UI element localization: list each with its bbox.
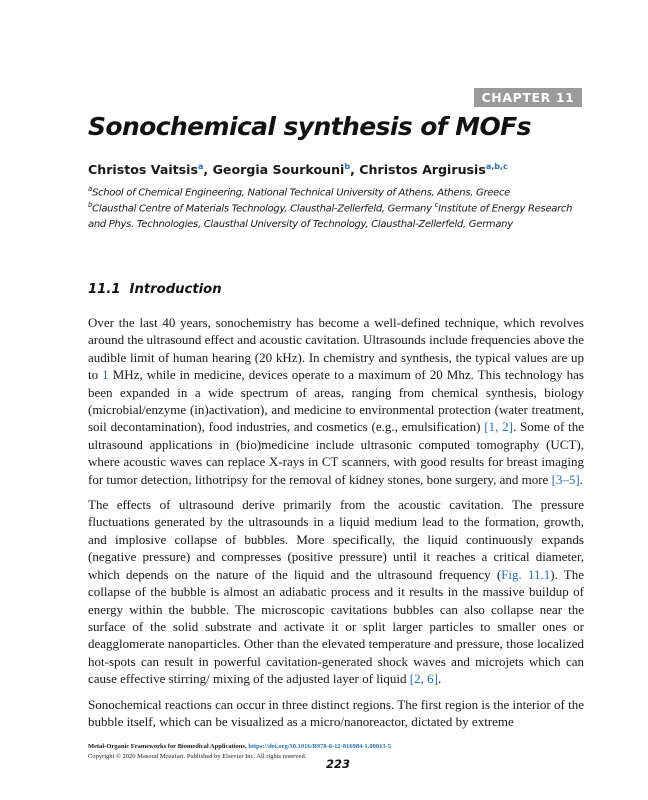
citation-link[interactable]: [1, 2] [484, 419, 513, 435]
paragraph-text: ). The collapse of the bubble is almost an adiabatic process and it results in the massive buildup of energy within the bubble. The microscopic cavitations bubbles can also collapse near the surface of the solid substrate and activate it or split larger particles to smaller ones or deagglomerate nanoparticles. Other than the elevated temperature and pressure, those localized hot-spots can result in powerful cavitation-generated shock waves and microjets which can cause effective stirring/ mixing of the adjusted layer of liquid [88, 566, 585, 687]
figure-link[interactable]: Fig. 11.1 [501, 566, 551, 582]
paragraph-text: Sonochemical reactions can occur in three distinct regions. The first region is the interior of the bubble itself, which can be visualized as a micro/nanoreactor, dictated by extreme [88, 696, 584, 729]
citation-link[interactable]: [2, 6] [409, 671, 438, 687]
paragraph-text: . [437, 671, 442, 687]
page-footer [88, 742, 508, 762]
section-title: Introduction [129, 282, 222, 297]
paragraph-1 [88, 314, 584, 488]
section-number: 11.1 [88, 282, 121, 297]
affiliation-text: School of Chemical Engineering, National Technical University of Athens, Athens, Greece [92, 187, 511, 199]
footer-copyright: Copyright © 2020 Masoud Mozafari. Published by Elsevier Inc. All rights reserved. [88, 753, 307, 760]
chapter-title: Sonochemical synthesis of MOFs [88, 112, 531, 141]
page-number: 223 [326, 757, 351, 771]
paragraph-3 [88, 696, 584, 731]
author-affiliation-mark[interactable]: a [198, 162, 204, 171]
chapter-label: CHAPTER 11 [474, 88, 582, 107]
affiliation-text: Institute of Energy Research and Phys. Technologies, Clausthal University of Technology, Clausthal-Zellerfeld, Germany [88, 203, 573, 231]
author-affiliation-mark[interactable]: b [344, 162, 351, 171]
author-name: Georgia Sourkouni [212, 162, 345, 178]
section-heading [88, 282, 588, 297]
author-list [88, 162, 588, 177]
author-separator: , [350, 162, 360, 178]
affiliation-mark: a [88, 185, 92, 193]
paragraph-2 [88, 496, 584, 687]
affiliation-mark: b [88, 201, 93, 209]
author-name: Christos Argirusis [359, 162, 486, 178]
author-name: Christos Vaitsis [88, 162, 198, 178]
author-affiliation-mark[interactable]: a,b,c [485, 162, 508, 171]
body-text [88, 314, 584, 738]
footer-doi-link[interactable]: https://doi.org/10.1016/B978-0-12-816984-1.00013-5 [248, 743, 392, 750]
paragraph-text: . Some of the ultrasound applications in (bio)medicine include ultrasonic computed tomography (UCT), where acoustic waves can replace X-rays in CT scanners, with good results for breast imaging for tumor detection, lithotripsy for the removal of kidney stones, bone surgery, and more [88, 419, 585, 487]
paragraph-text: MHz, while in medicine, devices operate to a maximum of 20 Mhz. This technology has been expanded in a wide spectrum of areas, ranging from chemical synthesis, biology (microbial/enzyme (in)activation), and medicine to environmental protection (water treatment, soil decontamination), food industries, and cosmetics (e.g., emulsification) [88, 367, 584, 435]
affiliation-mark: c [434, 201, 439, 209]
highlighted-value: 1 [102, 367, 109, 383]
footer-citation-line [88, 742, 508, 752]
footer-book-title: Metal-Organic Frameworks for Biomedical Applications. [88, 743, 247, 750]
author-separator: , [203, 162, 213, 178]
affiliation-b-c [88, 197, 588, 233]
citation-link[interactable]: [3–5] [551, 471, 580, 487]
paragraph-text: Over the last 40 years, sonochemistry has become a well-defined technique, which revolves around the ultrasound effect and acoustic cavitation. Ultrasounds include frequencies above the audible limit of human hearing (20 kHz). In chemistry and synthesis, the typical values are up to [88, 315, 584, 383]
affiliation-text: Clausthal Centre of Materials Technology, Clausthal-Zellerfeld, Germany [92, 203, 435, 215]
paragraph-text: The effects of ultrasound derive primarily from the acoustic cavitation. The pressure fluctuations generated by the ultrasounds in a liquid medium lead to the formation, growth, and implosive collapse of bubbles. More specifically, the liquid continuously expands (negative pressure) and compresses (positive pressure) until it reaches a critical diameter, which depends on the nature of the liquid and the ultrasound frequency ( [88, 497, 584, 582]
paragraph-text: . [579, 471, 583, 487]
